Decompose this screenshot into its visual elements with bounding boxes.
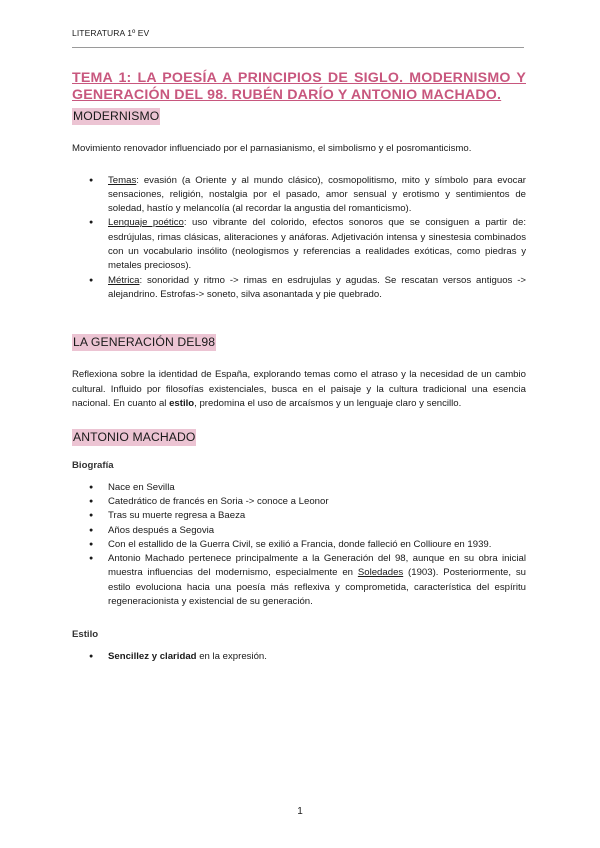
header-divider	[72, 47, 524, 48]
list-item: ● Tras su muerte regresa a Baeza	[72, 509, 526, 523]
list-item: ● Con el estallido de la Guerra Civil, se exilió a Francia, donde falleció en Collioure en 1939.	[72, 538, 526, 552]
bold-term: Sencillez y claridad	[108, 651, 197, 663]
list-item: ● Sencillez y claridad en la expresión.	[72, 650, 526, 664]
modernismo-list	[72, 174, 526, 303]
section-heading-modernismo: MODERNISMO	[73, 109, 160, 123]
list-item: ● Años después a Segovia	[72, 524, 526, 538]
document-title: TEMA 1: LA POESÍA A PRINCIPIOS DE SIGLO. MODERNISMO Y GENERACIÓN DEL 98. RUBÉN DARÍO Y ANTONIO MACHADO.	[72, 70, 526, 103]
style-subheading: Estilo	[72, 629, 99, 641]
section-heading-generacion: LA GENERACIÓN DEL98	[73, 335, 216, 350]
list-item: ● Nace en Sevilla	[72, 481, 526, 495]
list-item-label: Lenguaje poético	[108, 217, 184, 229]
bold-term: estilo	[169, 398, 195, 410]
generacion-paragraph: Reflexiona sobre la identidad de España, explorando temas como el atraso y la necesidad de un cambio cultural. Influido por filosofías existenciales, busca en el paisaje y la cultura tradicional una esencia nacional. En cuanto al estilo, predomina el uso de arcaísmos y un lenguaje claro y sencillo.	[72, 369, 526, 410]
list-item-label: Temas	[108, 174, 137, 186]
list-item: ● Lenguaje poético: uso vibrante del colorido, efectos sonoros que se consiguen a partir de: esdrújulas, rimas clásicas, aliteraciones y anáforas. Adjetivación intensa y sinestesia combinados con un vocabulario insólito (neologismos y referencias a realidades exóticas, como piedras y metales preciosos).	[72, 216, 526, 273]
list-item: ● Antonio Machado pertenece principalmente a la Generación del 98, aunque en su obra inicial muestra influencias del modernismo, especialmente en Soledades (1903). Posteriormente, su estilo evoluciona hacia una poesía más reflexiva y comprometida, característica del espíritu regeneracionista y existencial de su generación.	[72, 552, 526, 609]
list-item: ● Catedrático de francés en Soria -> conoce a Leonor	[72, 495, 526, 509]
page-content	[72, 70, 526, 665]
list-item: ● Temas: evasión (a Oriente y al mundo clásico), cosmopolitismo, mito y símbolo para evocar sensaciones, religión, nostalgia por el pasado, amor sensual y erotismo y sentimientos de soledad, hastío y melancolía (al recordar la angustia del romanticismo).	[72, 174, 526, 217]
list-item-label: Métrica	[108, 274, 140, 286]
style-list	[72, 650, 526, 664]
biography-list	[72, 481, 526, 610]
running-header: LITERATURA 1º EV	[72, 28, 150, 38]
work-title: Soledades	[357, 567, 404, 579]
page-number: 1	[297, 806, 303, 817]
biography-subheading: Biografía	[72, 459, 114, 471]
section-heading-machado: ANTONIO MACHADO	[73, 429, 196, 444]
list-item: ● Métrica: sonoridad y ritmo -> rimas en esdrujulas y agudas. Se rescatan versos antiguos -> alejandrino. Estrofas-> soneto, silva asonantada y pie quebrado.	[72, 274, 526, 303]
modernismo-intro: Movimiento renovador influenciado por el parnasianismo, el simbolismo y el posromanticismo.	[72, 143, 472, 154]
